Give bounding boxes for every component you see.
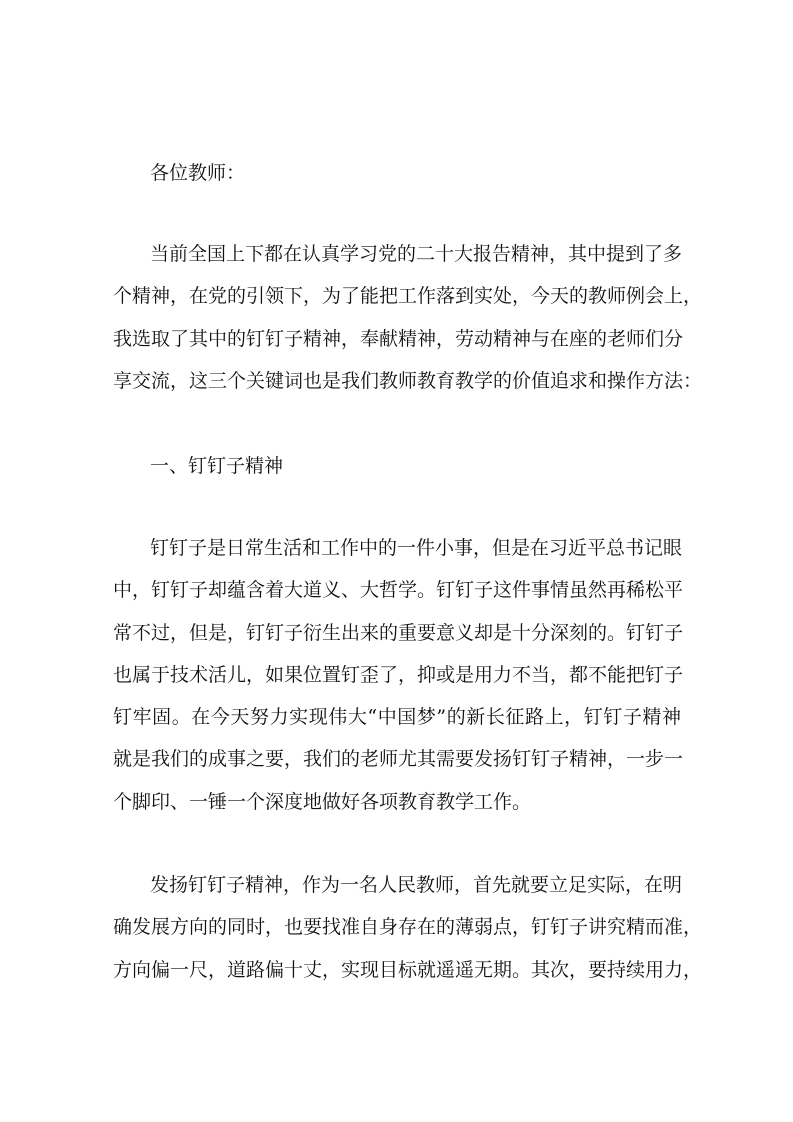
text-line: 个脚印、一锤一个深度地做好各项教育教学工作。: [113, 790, 532, 813]
section-heading: [113, 445, 681, 487]
text-line: 各位教师：: [150, 162, 246, 184]
paragraph-intro: [113, 233, 703, 402]
text-line: 钉牢固。在今天努力实现伟大“中国梦”的新长征路上，钉钉子精神: [113, 706, 681, 729]
text-line: 钉钉子是日常生活和工作中的一件小事，但是在习近平总书记眼: [150, 537, 683, 559]
text-line: 就是我们的成事之要，我们的老师尤其需要发扬钉钉子精神，一步一: [113, 748, 684, 771]
paragraph-carry-forward: [113, 864, 703, 991]
text-line: 常不过，但是，钉钉子衍生出来的重要意义却是十分深刻的。钉钉子: [113, 621, 684, 644]
text-line: 我选取了其中的钉钉子精神，奉献精神，劳动精神与在座的老师们分: [113, 327, 684, 350]
text-line: 享交流，这三个关键词也是我们教师教育教学的价值追求和操作方法：: [113, 369, 703, 392]
salutation: [113, 152, 681, 194]
text-line: 当前全国上下都在认真学习党的二十大报告精神，其中提到了多: [150, 243, 683, 265]
text-line: 个精神，在党的引领下，为了能把工作落到实处，今天的教师例会上，: [113, 285, 703, 308]
text-line: 发扬钉钉子精神，作为一名人民教师，首先就要立足实际，在明: [150, 874, 683, 896]
text-line: 一、钉钉子精神: [150, 455, 284, 477]
text-line: 方向偏一尺，道路偏十丈，实现目标就遥遥无期。其次，要持续用力，: [113, 958, 703, 981]
text-line: 确发展方向的同时，也要找准自身存在的薄弱点，钉钉子讲究精而准，: [113, 916, 703, 939]
paragraph-nail-spirit: [113, 527, 684, 823]
text-line: 也属于技术活儿，如果位置钉歪了，抑或是用力不当，都不能把钉子: [113, 663, 684, 686]
text-line: 中，钉钉子却蕴含着大道义、大哲学。钉钉子这件事情虽然再稀松平: [113, 579, 684, 602]
